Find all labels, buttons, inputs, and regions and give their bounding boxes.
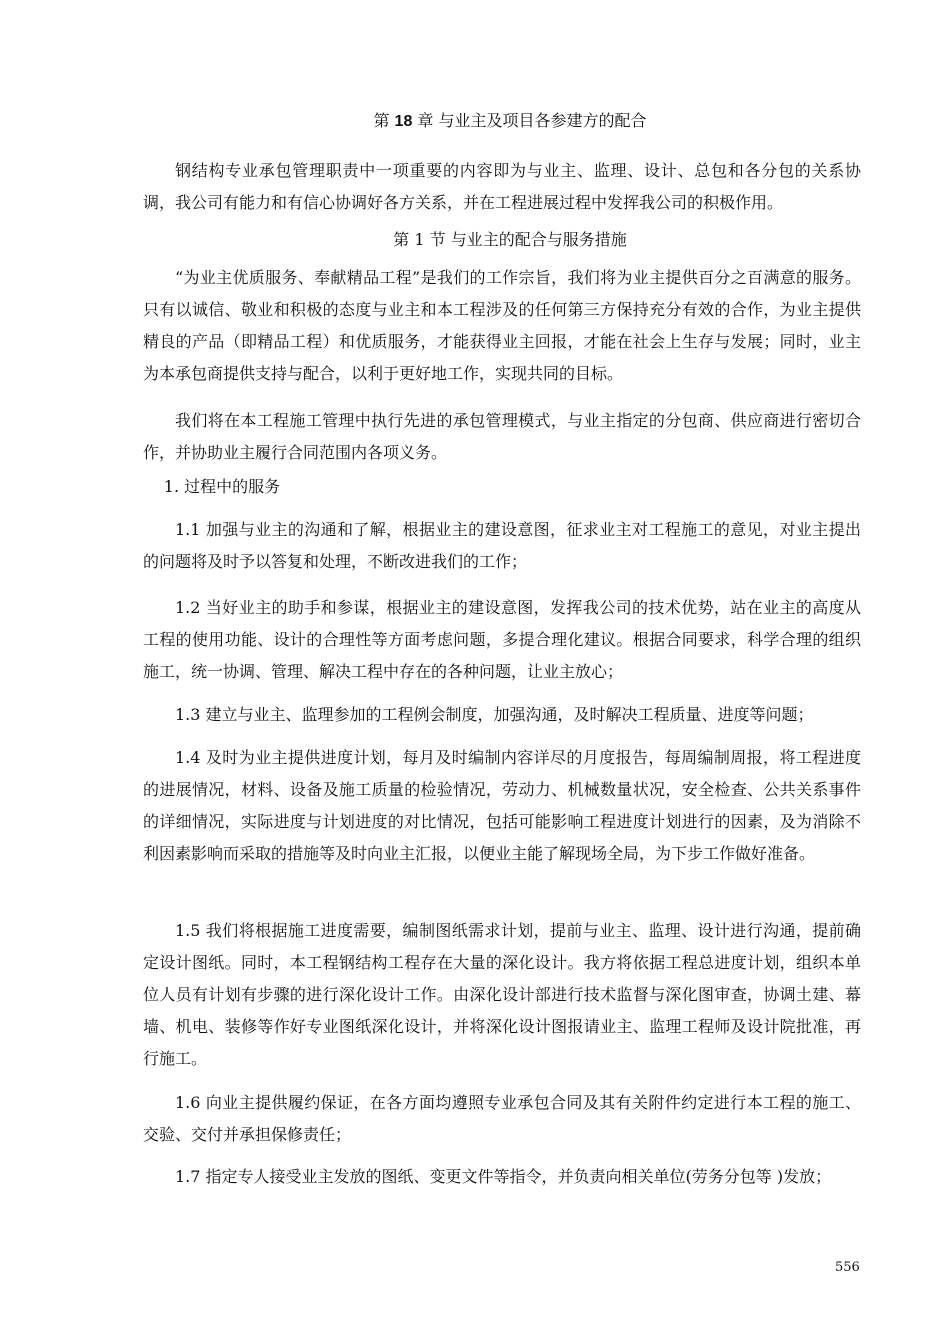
paragraph-mission: “为业主优质服务、奉献精品工程”是我们的工作宗旨，我们将为业主提供百分之百满意的服务。只有以诚信、敬业和积极的态度与业主和本工程涉及的任何第三方保持充分有效的合作，为业主提供精良的产品（即精品工程）和优质服务，才能获得业主回报，才能在社会上生存与发展；同时，业主为本承包商提供支持与配合，以利于更好地工作，实现共同的目标。 bbox=[143, 268, 861, 383]
list-item-1-1: 1.1 加强与业主的沟通和了解，根据业主的建设意图，征求业主对工程施工的意见，对业主提出的问题将及时予以答复和处理，不断改进我们的工作； bbox=[143, 520, 861, 571]
list-item-1-4: 1.4 及时为业主提供进度计划，每月及时编制内容详尽的月度报告，每周编制周报，将工程进度的进展情况，材料、设备及施工质量的检验情况，劳动力、机械数量状况，安全检查、公共关系事件的详细情况，实际进度与计划进度的对比情况，包括可能影响工程进度计划进行的因素，及为消除不利因素影响而采取的措施等及时向业主汇报，以便业主能了解现场全局，为下步工作做好准备。 bbox=[143, 748, 861, 863]
paragraph-management-mode: 我们将在本工程施工管理中执行先进的承包管理模式，与业主指定的分包商、供应商进行密切合作，并协助业主履行合同范围内各项义务。 bbox=[143, 411, 861, 462]
list-heading: 1. 过程中的服务 bbox=[163, 477, 281, 496]
chapter-title bbox=[0, 108, 950, 135]
list-item-1-7: 1.7 指定专人接受业主发放的图纸、变更文件等指令，并负责向相关单位(劳务分包等 )发放； bbox=[175, 1167, 832, 1186]
chapter-title-prefix: 第 bbox=[373, 111, 395, 130]
chapter-title-text: 章 与业主及项目各参建方的配合 bbox=[412, 111, 647, 130]
section-title: 第 1 节 与业主的配合与服务措施 bbox=[393, 230, 627, 249]
intro-paragraph: 钢结构专业承包管理职责中一项重要的内容即为与业主、监理、设计、总包和各分包的关系协调，我公司有能力和有信心协调好各方关系，并在工程进展过程中发挥我公司的积极作用。 bbox=[143, 161, 861, 212]
chapter-number: 18 bbox=[394, 113, 413, 130]
list-item-1-5: 1.5 我们将根据施工进度需要，编制图纸需求计划，提前与业主、监理、设计进行沟通，提前确定设计图纸。同时，本工程钢结构工程存在大量的深化设计。我方将依据工程总进度计划，组织本单位人员有计划有步骤的进行深化设计工作。由深化设计部进行技术监督与深化图审查，协调土建、幕墙、机电、装修等作好专业图纸深化设计，并将深化设计图报请业主、监理工程师及设计院批准，再行施工。 bbox=[143, 921, 861, 1068]
list-item-1-2: 1.2 当好业主的助手和参谋，根据业主的建设意图，发挥我公司的技术优势，站在业主的高度从工程的使用功能、设计的合理性等方面考虑问题，多提合理化建议。根据合同要求，科学合理的组织施工，统一协调、管理、解决工程中存在的各种问题，让业主放心； bbox=[143, 598, 861, 681]
list-item-1-3: 1.3 建立与业主、监理参加的工程例会制度，加强沟通，及时解决工程质量、进度等问题； bbox=[175, 705, 814, 724]
page-number: 556 bbox=[835, 1260, 860, 1275]
list-item-1-6: 1.6 向业主提供履约保证，在各方面均遵照专业承包合同及其有关附件约定进行本工程的施工、交验、交付并承担保修责任； bbox=[143, 1093, 861, 1144]
